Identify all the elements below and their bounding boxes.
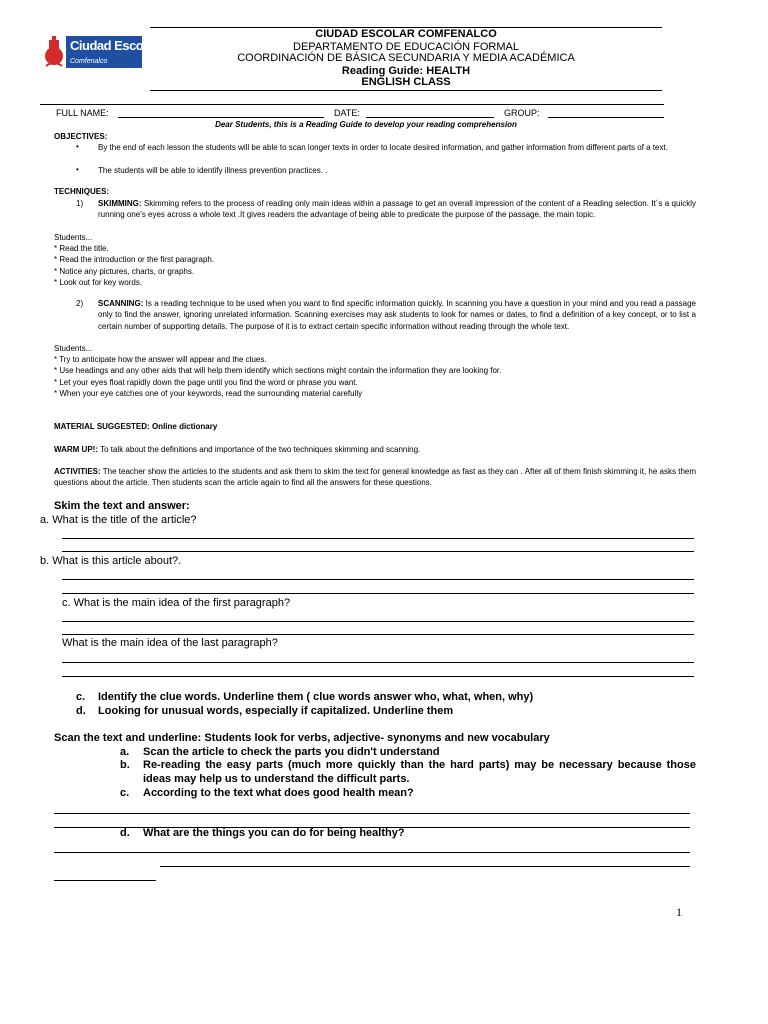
- skim-title: Skim the text and answer:: [54, 500, 190, 512]
- answer-line-scan-c1[interactable]: [54, 813, 690, 814]
- skim-item-d-text: Looking for unusual words, especially if capitalized. Underline them: [98, 705, 454, 717]
- answer-line-a1[interactable]: [62, 538, 694, 539]
- answer-line-a2[interactable]: [62, 551, 694, 552]
- skim-item-c-text: Identify the clue words. Underline them ( clue words answer who, what, when, why): [98, 691, 534, 703]
- scanning-tip-2: * Use headings and any other aids that will help them identify which sections might contain the information they are looking for.: [54, 366, 502, 375]
- skim-question-b: b. What is this article about?.: [40, 555, 182, 567]
- group-field[interactable]: [548, 117, 664, 118]
- answer-line-c2[interactable]: [62, 634, 694, 635]
- objective-bullet-1: •: [76, 142, 79, 151]
- skim-question-c: c. What is the main idea of the first paragraph?: [62, 597, 291, 609]
- skim-question-a: a. What is the title of the article?: [40, 514, 197, 526]
- techniques-title: TECHNIQUES:: [54, 187, 110, 196]
- group-label: GROUP:: [504, 108, 540, 118]
- full-name-label: FULL NAME:: [56, 108, 109, 118]
- date-label: DATE:: [334, 108, 360, 118]
- objective-2: The students will be able to identify illness prevention practices. .: [98, 166, 328, 175]
- activities-label: ACTIVITIES:: [54, 467, 101, 476]
- skimming-tip-3: * Notice any pictures, charts, or graphs.: [54, 267, 195, 276]
- scan-item-a-text: Scan the article to check the parts you didn't understand: [143, 746, 440, 758]
- scanning-tip-3: * Let your eyes float rapidly down the page until you find the word or phrase you want.: [54, 378, 358, 387]
- school-name: CIUDAD ESCOLAR COMFENALCO: [315, 28, 497, 40]
- class-title: ENGLISH CLASS: [361, 76, 451, 88]
- warmup-text: To talk about the definitions and importance of the two techniques skimming and scanning.: [100, 445, 421, 454]
- guide-title: Reading Guide: HEALTH: [341, 65, 471, 77]
- answer-line-c1[interactable]: [62, 621, 694, 622]
- skim-item-d-number: d.: [76, 705, 86, 717]
- skim-question-last: What is the main idea of the last paragraph?: [62, 637, 278, 649]
- skimming-students-label: Students...: [54, 233, 93, 242]
- skimming-number: 1): [76, 199, 84, 208]
- activities-text: The teacher show the articles to the students and ask them to skim the text for general knowledge as fast as they can . After all of them finish skimming it, he asks them questions about the article. Then students scan the article again to find all the answers for these questions.: [54, 467, 697, 488]
- school-logo: [44, 34, 158, 76]
- scan-item-b-number: b.: [120, 759, 130, 771]
- answer-line-scan-d3[interactable]: [54, 880, 156, 881]
- skim-item-c-number: c.: [76, 691, 86, 703]
- skimming-tip-4: * Look out for key words.: [54, 278, 143, 287]
- intro-text: Dear Students, this is a Reading Guide to develop your reading comprehension: [215, 120, 517, 129]
- department-name: DEPARTAMENTO DE EDUCACIÓN FORMAL: [293, 41, 519, 53]
- scanning-tip-1: * Try to anticipate how the answer will appear and the clues.: [54, 355, 267, 364]
- material-label: MATERIAL SUGGESTED:: [54, 422, 150, 431]
- scanning-tip-4: * When your eye catches one of your keywords, read the surrounding material carefully: [54, 389, 363, 398]
- skimming-label: SKIMMING:: [98, 199, 142, 208]
- logo-text-bottom: Comfenalco: [70, 58, 108, 65]
- activities-paragraph: [54, 466, 696, 489]
- material-line: [54, 421, 217, 432]
- skimming-paragraph: [98, 198, 696, 221]
- scanning-label: SCANNING:: [98, 299, 144, 308]
- scan-title: Scan the text and underline: Students look for verbs, adjective- synonyms and new vocabulary: [54, 732, 550, 744]
- objectives-title: OBJECTIVES:: [54, 132, 108, 141]
- scanning-number: 2): [76, 299, 84, 308]
- scan-item-d-text: What are the things you can do for being healthy?: [143, 827, 405, 839]
- answer-line-b2[interactable]: [62, 593, 694, 594]
- objective-1: By the end of each lesson the students will be able to scan longer texts in order to locate desired information, and gather information from different parts of a text.: [98, 143, 668, 152]
- header-bottom-rule: [150, 90, 662, 91]
- scanning-paragraph: [98, 298, 696, 332]
- coordination-name: COORDINACIÓN DE BÁSICA SECUNDARIA Y MEDIA ACADÉMICA: [237, 52, 575, 64]
- answer-line-scan-d1[interactable]: [54, 852, 690, 853]
- scan-item-c-number: c.: [120, 787, 130, 799]
- date-field[interactable]: [366, 117, 494, 118]
- warmup-label: WARM UP!:: [54, 445, 98, 454]
- scanning-text: Is a reading technique to be used when you want to find specific information quickly. In scanning you have a question in your mind and you read a passage only to find the answer, ignoring unrelated information. Scanning exercises may ask students to look for names or dates, to find a definition of a key concept, or to list a certain number of supporting details. The purpose of it is to extract certain specific information without reading through the whole text.: [98, 299, 697, 331]
- logo-text-top: Ciudad Escolar: [70, 38, 158, 53]
- answer-line-b1[interactable]: [62, 579, 694, 580]
- scan-item-a-number: a.: [120, 746, 130, 758]
- objective-bullet-2: •: [76, 165, 79, 174]
- full-name-field[interactable]: [118, 117, 324, 118]
- skimming-tip-2: * Read the introduction or the first paragraph.: [54, 255, 215, 264]
- scanning-students-label: Students...: [54, 344, 93, 353]
- answer-line-last1[interactable]: [62, 662, 694, 663]
- skimming-tip-1: * Read the title.: [54, 244, 109, 253]
- answer-line-last2[interactable]: [62, 676, 694, 677]
- scan-item-c-text: According to the text what does good health mean?: [143, 787, 414, 799]
- warmup-line: [54, 444, 694, 455]
- scan-item-d-number: d.: [120, 827, 130, 839]
- page-number: 1: [676, 905, 682, 919]
- form-top-rule: [40, 104, 664, 105]
- scan-item-b-text: Re-reading the easy parts (much more quickly than the hard parts) may be necessary because those ideas may help us to understand the difficult parts.: [143, 759, 696, 785]
- answer-line-scan-d2[interactable]: [160, 866, 690, 867]
- skimming-text: Skimming refers to the process of reading only main ideas within a passage to get an overall impression of the content of a Reading selection. It´s a quickly running one's eyes across a whole text .It gives readers the advantage of being able to predicate the purpose of the passage, the main topic.: [98, 199, 697, 220]
- material-value: Online dictionary: [151, 422, 218, 431]
